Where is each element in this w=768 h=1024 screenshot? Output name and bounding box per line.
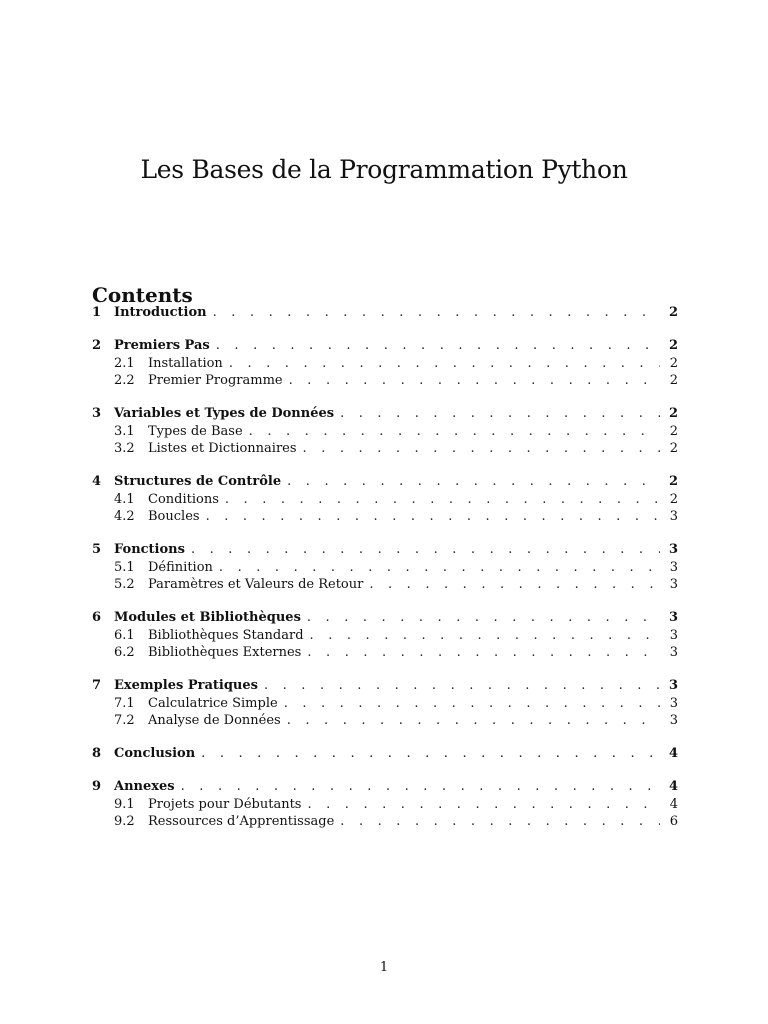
toc-entry-number: 6.2 [114, 645, 135, 660]
toc-entry-label: Fonctions [114, 542, 185, 557]
dot-leader [278, 695, 660, 713]
document-title: Les Bases de la Programmation Python [140, 154, 628, 184]
toc-entry[interactable] [92, 473, 678, 491]
dot-leader [223, 355, 660, 373]
toc-entry-number: 7.1 [114, 695, 135, 711]
toc-entry-page: 3 [669, 713, 678, 728]
dot-leader [283, 372, 660, 390]
toc-subentry[interactable] [92, 559, 678, 577]
page-number: 1 [379, 960, 389, 975]
toc-entry-page: 3 [668, 542, 678, 557]
toc-entry-label: Conditions [148, 491, 219, 507]
dot-leader [185, 541, 660, 559]
toc-entry-label: Installation [148, 355, 223, 371]
toc-section [92, 304, 678, 322]
toc-entry-label: Analyse de Données [148, 713, 281, 728]
toc-entry-page: 3 [669, 695, 678, 711]
toc-entry[interactable] [92, 304, 678, 322]
toc-entry-page: 4 [668, 779, 678, 794]
toc-entry-label: Annexes [114, 779, 175, 794]
toc-section [92, 745, 678, 763]
toc-entry-page: 4 [669, 796, 678, 812]
toc-entry-page: 2 [668, 338, 678, 353]
dot-leader [297, 440, 660, 458]
toc-entry-page: 2 [669, 491, 678, 507]
toc-subentry[interactable] [92, 423, 678, 441]
toc-entry-page: 3 [668, 610, 678, 625]
contents-heading: Contents [92, 282, 193, 307]
toc-entry-number: 3.1 [114, 423, 135, 439]
toc-entry[interactable] [92, 778, 678, 796]
toc-entry-page: 6 [669, 814, 678, 829]
toc-entry-label: Modules et Bibliothèques [114, 610, 301, 625]
toc-entry-number: 9 [92, 779, 102, 794]
dot-leader [301, 644, 660, 662]
toc-subentry[interactable] [92, 644, 678, 662]
toc-entry[interactable] [92, 405, 678, 423]
dot-leader [334, 813, 660, 831]
toc-subentry[interactable] [92, 712, 678, 730]
toc-entry-number: 7 [92, 678, 102, 693]
dot-leader [219, 491, 660, 509]
toc-entry-page: 3 [669, 559, 678, 575]
toc-entry-label: Premiers Pas [114, 338, 210, 353]
toc-entry-label: Structures de Contrôle [114, 474, 282, 489]
toc-entry-number: 6.1 [114, 627, 135, 643]
toc-entry[interactable] [92, 677, 678, 695]
toc-subentry[interactable] [92, 813, 678, 831]
dot-leader [363, 576, 660, 594]
toc-entry-label: Bibliothèques Standard [148, 627, 304, 643]
toc-entry-label: Variables et Types de Données [114, 406, 335, 421]
dot-leader [281, 473, 660, 491]
dot-leader [334, 405, 660, 423]
toc-entry-label: Premier Programme [148, 373, 283, 388]
toc-entry-number: 4.2 [114, 509, 135, 524]
toc-entry-number: 5 [92, 542, 102, 557]
table-of-contents [92, 304, 678, 846]
toc-entry-number: 4.1 [114, 491, 135, 507]
toc-entry-number: 7.2 [114, 713, 135, 728]
toc-entry-number: 3 [92, 406, 102, 421]
toc-entry-label: Définition [148, 559, 213, 575]
toc-section [92, 778, 678, 831]
toc-entry-label: Types de Base [148, 423, 243, 439]
toc-entry[interactable] [92, 745, 678, 763]
toc-entry-number: 2 [92, 338, 102, 353]
toc-entry-number: 9.1 [114, 796, 135, 812]
toc-subentry[interactable] [92, 796, 678, 814]
toc-subentry[interactable] [92, 695, 678, 713]
toc-entry[interactable] [92, 337, 678, 355]
toc-entry-number: 3.2 [114, 441, 135, 456]
toc-entry-page: 3 [669, 577, 678, 592]
toc-entry-page: 2 [668, 305, 678, 320]
toc-entry-page: 3 [668, 678, 678, 693]
toc-entry-label: Ressources d’Apprentissage [148, 814, 335, 829]
toc-section [92, 337, 678, 390]
toc-entry-label: Introduction [114, 305, 207, 320]
toc-section [92, 473, 678, 526]
toc-entry-number: 1 [92, 305, 102, 320]
toc-subentry[interactable] [92, 508, 678, 526]
dot-leader [207, 304, 660, 322]
dot-leader [195, 745, 660, 763]
toc-entry-page: 2 [669, 423, 678, 439]
toc-entry-number: 5.2 [114, 577, 135, 592]
toc-entry-label: Conclusion [114, 746, 196, 761]
dot-leader [210, 337, 660, 355]
toc-entry-page: 3 [669, 645, 678, 660]
dot-leader [301, 609, 660, 627]
toc-subentry[interactable] [92, 355, 678, 373]
toc-entry-label: Paramètres et Valeurs de Retour [148, 577, 364, 592]
toc-entry-label: Boucles [148, 509, 200, 524]
toc-entry-label: Projets pour Débutants [148, 796, 302, 812]
toc-entry-page: 3 [669, 509, 678, 524]
toc-subentry[interactable] [92, 576, 678, 594]
toc-entry-label: Exemples Pratiques [114, 678, 258, 693]
toc-entry-number: 6 [92, 610, 102, 625]
dot-leader [301, 796, 660, 814]
toc-entry-page: 4 [668, 746, 678, 761]
toc-entry-page: 2 [669, 441, 678, 456]
toc-entry-page: 3 [669, 627, 678, 643]
dot-leader [175, 778, 660, 796]
dot-leader [258, 677, 660, 695]
toc-entry-number: 8 [92, 746, 102, 761]
toc-entry-number: 5.1 [114, 559, 135, 575]
dot-leader [200, 508, 660, 526]
toc-entry-number: 2.2 [114, 373, 135, 388]
toc-subentry[interactable] [92, 627, 678, 645]
toc-section [92, 541, 678, 594]
toc-entry-label: Bibliothèques Externes [148, 645, 302, 660]
dot-leader [304, 627, 660, 645]
toc-subentry[interactable] [92, 491, 678, 509]
dot-leader [243, 423, 660, 441]
toc-section [92, 677, 678, 730]
toc-entry-page: 2 [668, 406, 678, 421]
dot-leader [213, 559, 660, 577]
toc-subentry[interactable] [92, 372, 678, 390]
toc-entry-number: 9.2 [114, 814, 135, 829]
dot-leader [281, 712, 660, 730]
toc-entry-page: 2 [669, 373, 678, 388]
toc-entry[interactable] [92, 609, 678, 627]
toc-entry-number: 2.1 [114, 355, 135, 371]
toc-entry-page: 2 [669, 355, 678, 371]
toc-subentry[interactable] [92, 440, 678, 458]
toc-entry-label: Listes et Dictionnaires [148, 441, 297, 456]
toc-section [92, 405, 678, 458]
toc-entry-page: 2 [668, 474, 678, 489]
toc-entry[interactable] [92, 541, 678, 559]
toc-entry-number: 4 [92, 474, 102, 489]
toc-entry-label: Calculatrice Simple [148, 695, 278, 711]
toc-section [92, 609, 678, 662]
